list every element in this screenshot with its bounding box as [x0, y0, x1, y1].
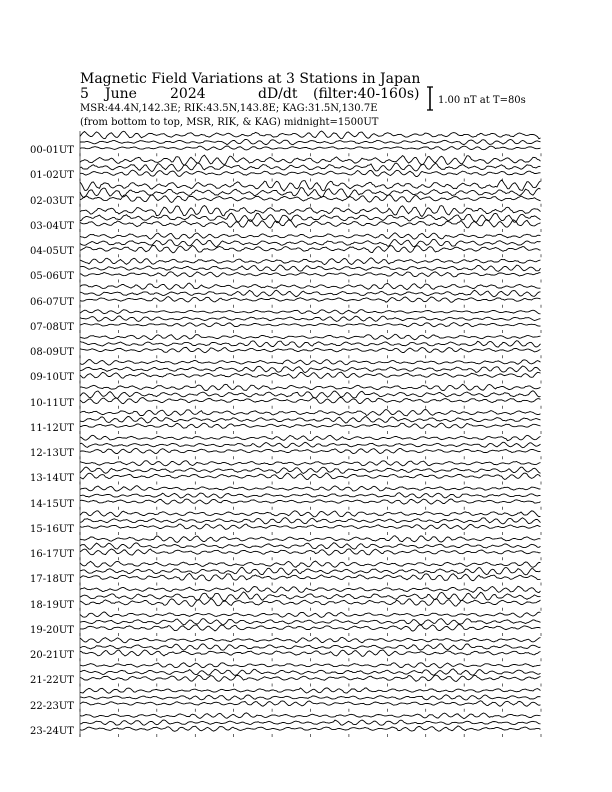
- trace-rik: [80, 163, 541, 172]
- trace-rik: [80, 543, 541, 549]
- hour-label: 19-20UT: [30, 624, 74, 636]
- trace-rik: [80, 290, 541, 297]
- hour-label: 13-14UT: [30, 473, 74, 485]
- hour-label: 15-16UT: [30, 523, 74, 535]
- hour-label: 03-04UT: [30, 220, 74, 232]
- trace-kag: [80, 511, 541, 517]
- hour-label: 07-08UT: [30, 321, 74, 333]
- trace-msr: [80, 448, 541, 453]
- hour-label: 21-22UT: [30, 675, 74, 687]
- trace-msr: [80, 195, 541, 203]
- trace-msr: [80, 272, 541, 277]
- trace-rik: [80, 669, 541, 675]
- hour-label: 17-18UT: [30, 574, 74, 586]
- trace-kag: [80, 180, 541, 191]
- trace-msr: [80, 499, 541, 504]
- trace-msr: [80, 397, 541, 403]
- trace-rik: [80, 391, 541, 399]
- trace-msr: [80, 245, 541, 253]
- trace-kag: [80, 637, 541, 643]
- date-day: 5: [80, 86, 89, 102]
- trace-msr: [80, 347, 541, 352]
- trace-kag: [80, 586, 541, 592]
- trace-kag: [80, 233, 541, 239]
- hour-label: 18-19UT: [30, 599, 74, 611]
- trace-kag: [80, 131, 541, 139]
- trace-kag: [80, 435, 541, 440]
- trace-rik: [80, 442, 541, 448]
- trace-msr: [80, 701, 541, 707]
- trace-msr: [80, 650, 541, 656]
- trace-rik: [80, 567, 541, 575]
- trace-msr: [80, 473, 541, 479]
- hour-label: 23-24UT: [30, 725, 74, 737]
- ordering-note: (from bottom to top, MSR, RIK, & KAG) midnight=1500UT: [80, 117, 379, 128]
- trace-kag: [80, 713, 541, 719]
- hour-label: 01-02UT: [30, 170, 74, 182]
- trace-kag: [80, 155, 541, 165]
- trace-kag: [80, 206, 541, 217]
- hour-label: 12-13UT: [30, 448, 74, 459]
- quantity-label: dD/dt: [258, 86, 298, 102]
- trace-rik: [80, 592, 541, 601]
- hour-label: 22-23UT: [30, 700, 74, 712]
- trace-msr: [80, 599, 541, 607]
- trace-rik: [80, 341, 541, 348]
- trace-kag: [80, 486, 541, 491]
- trace-kag: [80, 561, 541, 567]
- trace-msr: [80, 372, 541, 378]
- trace-kag: [80, 461, 541, 466]
- hour-label: 11-12UT: [30, 422, 74, 434]
- hour-label: 06-07UT: [30, 296, 74, 308]
- station-coordinates: MSR:44.4N,142.3E; RIK:43.5N,143.8E; KAG:31.5N,130.7E: [80, 103, 378, 114]
- hour-label: 14-15UT: [30, 498, 74, 510]
- trace-kag: [80, 663, 541, 668]
- trace-kag: [80, 360, 541, 366]
- trace-msr: [80, 423, 541, 428]
- trace-kag: [80, 410, 541, 416]
- trace-rik: [80, 518, 541, 524]
- trace-msr: [80, 297, 541, 303]
- trace-kag: [80, 283, 541, 290]
- trace-rik: [80, 366, 541, 373]
- trace-rik: [80, 493, 541, 498]
- hour-label: 20-21UT: [30, 650, 74, 661]
- trace-msr: [80, 146, 541, 150]
- filter-label: (filter:40-160s): [313, 86, 420, 102]
- trace-kag: [80, 310, 541, 314]
- trace-msr: [80, 625, 541, 632]
- trace-rik: [80, 619, 541, 625]
- trace-rik: [80, 213, 541, 223]
- trace-rik: [80, 139, 541, 144]
- trace-msr: [80, 170, 541, 176]
- trace-rik: [80, 416, 541, 423]
- hour-label: 04-05UT: [30, 246, 74, 257]
- trace-rik: [80, 265, 541, 271]
- date-month: June: [105, 86, 137, 102]
- hour-label: 05-06UT: [30, 271, 74, 283]
- trace-kag: [80, 688, 541, 693]
- trace-rik: [80, 467, 541, 474]
- hour-label: 00-01UT: [30, 145, 74, 156]
- hour-label: 09-10UT: [30, 372, 74, 384]
- hour-label: 10-11UT: [30, 397, 74, 409]
- hour-label: 16-17UT: [30, 549, 74, 560]
- trace-kag: [80, 258, 541, 265]
- hour-label: 08-09UT: [30, 347, 74, 358]
- trace-msr: [80, 219, 541, 228]
- trace-kag: [80, 612, 541, 618]
- trace-kag: [80, 384, 541, 390]
- trace-msr: [80, 323, 541, 327]
- trace-msr: [80, 726, 541, 731]
- trace-rik: [80, 720, 541, 725]
- trace-msr: [80, 524, 541, 529]
- chart-title: Magnetic Field Variations at 3 Stations in Japan: [80, 71, 421, 87]
- trace-msr: [80, 549, 541, 555]
- trace-rik: [80, 695, 541, 700]
- trace-kag: [80, 334, 541, 340]
- trace-rik: [80, 239, 541, 247]
- trace-kag: [80, 536, 541, 543]
- scale-bar-label: 1.00 nT at T=80s: [438, 95, 526, 106]
- trace-msr: [80, 675, 541, 681]
- trace-msr: [80, 573, 541, 581]
- hour-label: 02-03UT: [30, 195, 74, 207]
- trace-rik: [80, 316, 541, 322]
- trace-rik: [80, 644, 541, 651]
- date-year: 2024: [170, 86, 206, 102]
